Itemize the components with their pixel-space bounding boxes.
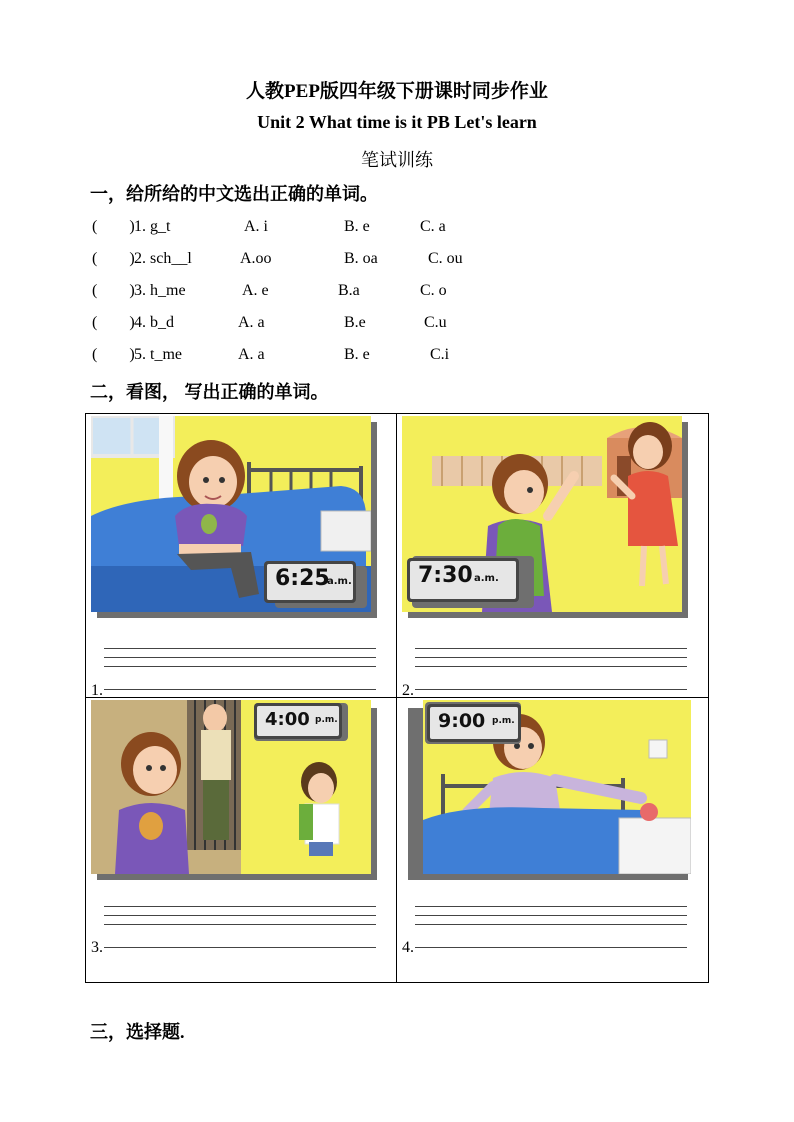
digital-clock [264,561,356,603]
option-c: C. ou [428,250,463,267]
question-row [92,314,512,336]
clock-time: 7:30 [418,563,473,588]
section-heading: 笔试训练 [361,150,433,170]
clock-ampm: p.m. [492,716,515,726]
clock-ampm: a.m. [327,576,352,587]
answer-blank[interactable]: ( ) [92,250,135,267]
picture-number: 1. [91,682,103,699]
option-b: B. e [344,346,370,363]
answer-blank[interactable]: ( ) [92,314,135,331]
picture-cell-2 [397,414,708,698]
question-stem: 3. h_me [134,282,186,299]
answer-blank[interactable]: ( ) [92,346,135,363]
option-a: A. a [238,346,265,363]
question-row [92,282,512,304]
clock-time: 9:00 [438,710,486,732]
question-stem: 2. sch__l [134,250,192,267]
worksheet-title: 人教PEP版四年级下册课时同步作业 [246,81,548,102]
question-stem: 5. t_me [134,346,182,363]
picture-number: 4. [402,939,414,956]
option-c: C. a [420,218,446,235]
option-a: A. a [238,314,265,331]
question-row [92,250,512,272]
unit-title: Unit 2 What time is it PB Let's learn [257,112,537,132]
picture-grid [85,413,709,983]
option-a: A. i [244,218,268,235]
picture-number: 3. [91,939,103,956]
digital-clock [407,558,519,602]
digital-clock [254,703,342,739]
option-b: B. e [344,218,370,235]
picture-cell-1 [86,414,397,698]
picture-cell-4 [397,698,708,982]
option-b: B.a [338,282,360,299]
clock-time: 4:00 [265,709,310,730]
question-stem: 1. g_t [134,218,171,235]
answer-blank[interactable]: ( ) [92,282,135,299]
picture-number: 2. [402,682,414,699]
section1-title: 一，给所给的中文选出正确的单词。 [90,184,378,204]
section2-title: 二，看图， 写出正确的单词。 [90,382,329,402]
question-row [92,218,512,240]
answer-blank[interactable]: ( ) [92,218,135,235]
option-b: B. oa [344,250,378,267]
question-row [92,346,512,368]
clock-time: 6:25 [275,566,330,591]
option-a: A. e [242,282,269,299]
option-c: C.u [424,314,447,331]
option-b: B.e [344,314,366,331]
question-stem: 4. b_d [134,314,174,331]
digital-clock [427,704,521,742]
option-c: C.i [430,346,450,363]
clock-ampm: p.m. [315,715,338,725]
option-c: C. o [420,282,447,299]
option-a: A.oo [240,250,272,267]
clock-ampm: a.m. [474,573,499,584]
section3-title: 三，选择题. [90,1022,185,1042]
picture-cell-3 [86,698,397,982]
